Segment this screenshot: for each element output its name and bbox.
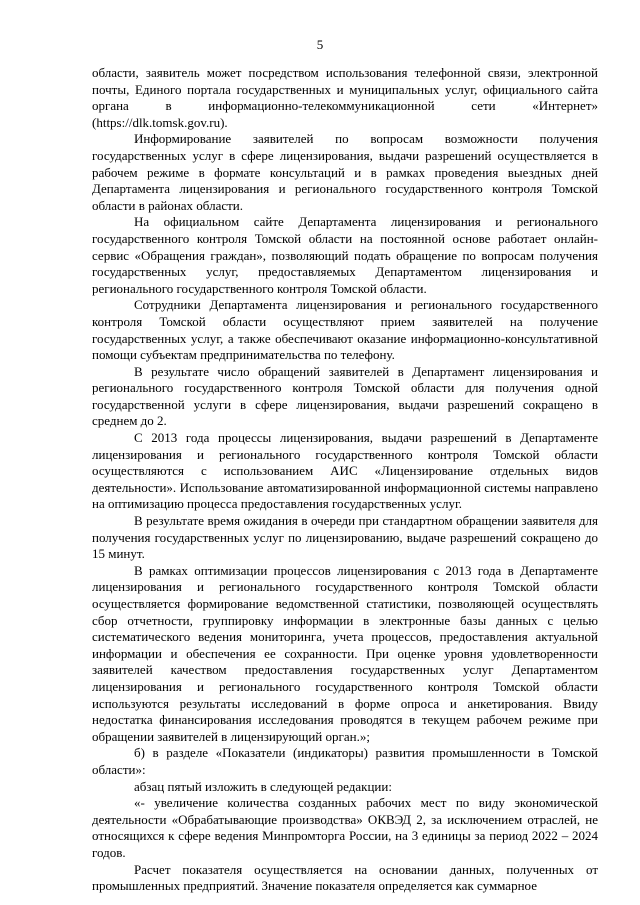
paragraph: Информирование заявителей по вопросам возможности получения государственных услуг в сфере лицензирования, выдачи разрешений осуществляется в рабочем режиме в формате консультаций и в рамках проведения выездных дней Департамента лицензирования и регионального государственного контроля Томской области в районах области. [92,131,598,213]
paragraph: В рамках оптимизации процессов лицензирования с 2013 года в Департаменте лицензирования и регионального государственного контроля Томской области осуществляется формирование ведомственной статистики, позволяющей осуществлять сбор отчетности, группировку информации в электронные базы данных с целью систематического ведения мониторинга, учета процессов, предоставления актуальной информации и обеспечения ее сохранности. При оценке уровня удовлетворенности заявителей качеством предоставления государственных услуг Департаментом лицензирования и регионального государственного контроля Томской области используются результаты исследований в форме опроса и анкетирования. Ввиду недостатка финансирования исследования проводятся в текущем рабочем режиме при обращении заявителей в лицензирующий орган.»; [92,562,598,744]
paragraph: абзац пятый изложить в следующей редакции: [134,778,392,794]
paragraph: В результате время ожидания в очереди при стандартном обращении заявителя для получения государственных услуг по лицензированию, выдаче разрешений сокращено до 15 минут. [92,513,598,562]
paragraph: Расчет показателя осуществляется на основании данных, полученных от промышленных предприятий. Значение показателя определяется как суммарное [92,861,598,894]
paragraph: области, заявитель может посредством использования телефонной связи, электронной почты, Единого портала государственных и муниципальных услуг, официального сайта органа в информационно-телекоммуникационной сети «Интернет» (https://dlk.tomsk.gov.ru). [92,65,598,130]
paragraph: «- увеличение количества созданных рабочих мест по виду экономической деятельности «Обрабатывающие производства» ОКВЭД 2, за исключением отраслей, не относящихся к сфере ведения Минпромторга России, на 3 единицы за период 2022 – 2024 годов. [92,795,598,860]
paragraph: С 2013 года процессы лицензирования, выдачи разрешений в Департаменте лицензирования и регионального государственного контроля Томской области осуществляются с использованием АИС «Лицензирование отдельных видов деятельности». Использование автоматизированной информационной системы направлено на оптимизацию процесса предоставления государственных услуг. [92,430,598,512]
document-body [92,65,598,895]
paragraph: б) в разделе «Показатели (индикаторы) развития промышленности в Томской области»: [92,745,598,777]
paragraph: В результате число обращений заявителей в Департамент лицензирования и регионального государственного контроля Томской области для получения одной государственной услуги в сфере лицензирования, выдачи разрешений сокращено в среднем до 2. [92,363,598,429]
page-number: 5 [316,37,324,52]
paragraph: Сотрудники Департамента лицензирования и регионального государственного контроля Томской области осуществляют прием заявителей на получение государственных услуг, а также обеспечивают оказание информационно-консультативной помощи субъектам предпринимательства по телефону. [92,297,598,363]
paragraph: На официальном сайте Департамента лицензирования и регионального государственного контроля Томской области на постоянной основе работает онлайн-сервис «Обращения граждан», позволяющий подать обращение по вопросам получения государственных услуг, предоставляемых Департаментом лицензирования и регионального государственного контроля Томской области. [92,214,598,296]
